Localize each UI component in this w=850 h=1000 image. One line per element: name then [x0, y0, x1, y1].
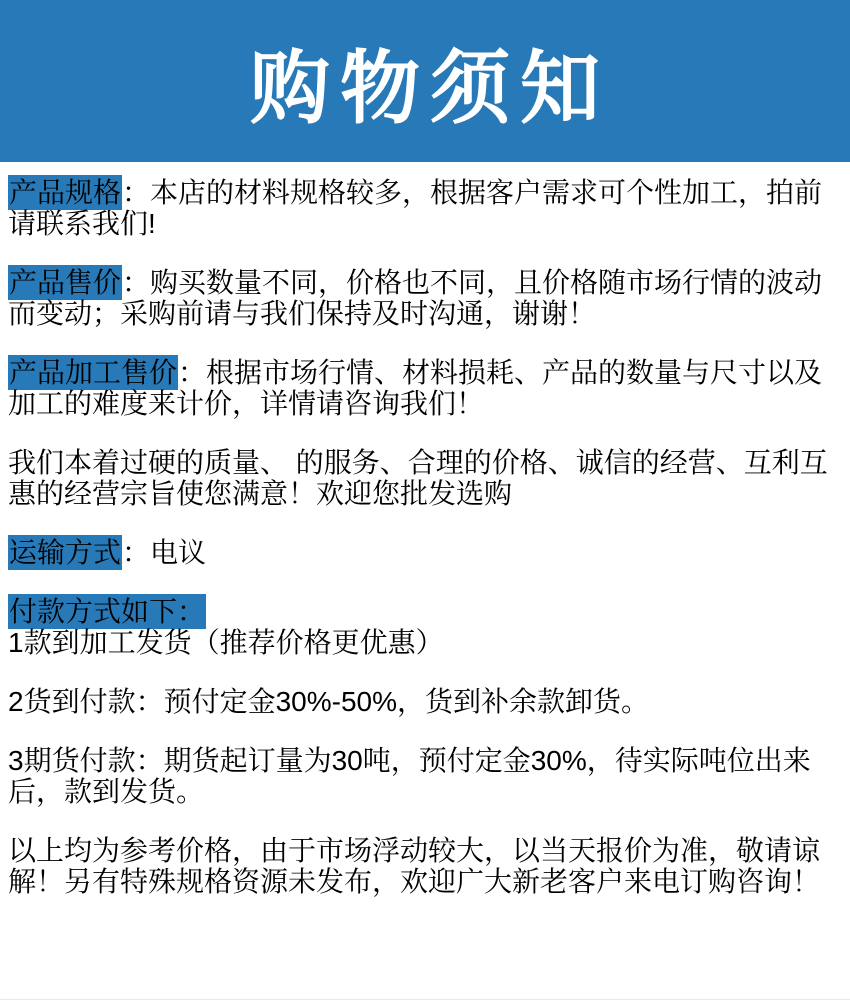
- paragraph-service-motto: [8, 447, 842, 509]
- paragraph-text: 购买数量不同，价格也不同，且价格随市场行情的波动而变动；采购前请与我们保持及时沟通，谢谢！: [8, 267, 823, 329]
- paragraph-text: 我们本着过硬的质量、 的服务、合理的价格、诚信的经营、互利互惠的经营宗旨使您满意！欢迎您批发选购: [8, 447, 828, 509]
- label-payment-methods: 付款方式如下：: [9, 596, 206, 627]
- paragraph-shipping-method: [8, 537, 842, 568]
- paragraph-text: 本店的材料规格较多，根据客户需求可个性加工，拍前请联系我们!: [8, 177, 823, 239]
- payment-option-3: 3期货付款：期货起订量为30吨，预付定金30%，待实际吨位出来后，款到发货。: [8, 745, 811, 807]
- payment-methods-heading: [8, 596, 842, 627]
- notice-banner: [0, 0, 850, 162]
- paragraph-product-spec: [8, 177, 842, 239]
- paragraph-text: 根据市场行情、材料损耗、产品的数量与尺寸以及加工的难度来计价，详情请咨询我们！: [8, 357, 823, 419]
- payment-option-2: 2货到付款：预付定金30%-50%，货到补余款卸货。: [8, 686, 649, 717]
- paragraph-text: 以上均为参考价格，由于市场浮动较大，以当天报价为准，敬请谅解！另有特殊规格资源未发布，欢迎广大新老客户来电订购咨询！: [8, 835, 821, 897]
- label-product-spec: 产品规格: [9, 177, 122, 208]
- label-colon: ：: [122, 537, 151, 568]
- paragraph-disclaimer: [8, 835, 842, 897]
- label-shipping-method: 运输方式: [9, 537, 122, 568]
- paragraph-text: 电议: [150, 537, 207, 568]
- notice-content: [0, 162, 850, 897]
- label-product-price: 产品售价: [9, 267, 122, 298]
- label-colon: ：: [178, 357, 207, 388]
- label-processing-price: 产品加工售价: [9, 357, 178, 388]
- paragraph-processing-price: [8, 357, 842, 419]
- label-colon: ：: [122, 177, 151, 208]
- paragraph-product-price: [8, 267, 842, 329]
- page-title: 购物须知: [250, 43, 610, 133]
- paragraph-payment-methods: [8, 596, 842, 658]
- payment-option-1: 1款到加工发货（推荐价格更优惠）: [8, 627, 444, 658]
- label-colon: ：: [122, 267, 151, 298]
